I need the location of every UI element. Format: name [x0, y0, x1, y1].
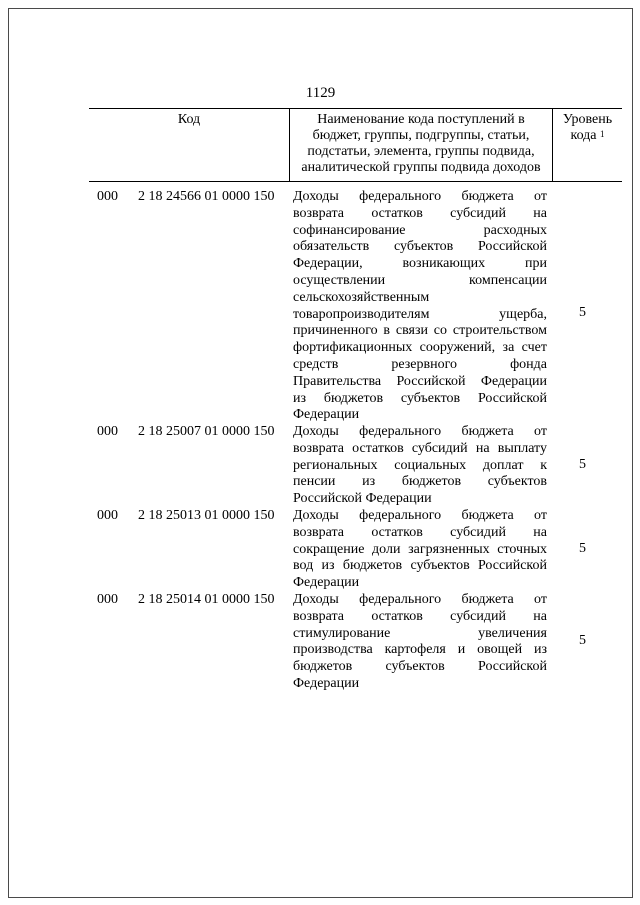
- row-number: 000: [97, 189, 118, 204]
- row-description-line: Федерации: [293, 675, 360, 691]
- row-description-line: сельскохозяйственным: [293, 289, 430, 305]
- row-description-line: возврата остатков субсидий на выплату: [293, 440, 547, 456]
- row-code: 2 18 25007 01 0000 150: [138, 424, 275, 439]
- row-description-line: Федерации: [293, 407, 360, 423]
- row-description-line: осуществлении компенсации: [293, 272, 547, 288]
- row-description-line: вод из бюджетов субъектов Российской: [293, 558, 547, 574]
- row-description-line: бюджетов субъектов Российской: [293, 659, 547, 675]
- header-level: [553, 109, 622, 181]
- header-name: [289, 109, 553, 181]
- row-level: 5: [579, 541, 586, 556]
- row-description-line: Доходы федерального бюджета от: [293, 424, 547, 439]
- row-description: [293, 592, 547, 693]
- row-description-line: средств резервного фонда: [293, 356, 547, 372]
- row-number: 000: [97, 592, 118, 607]
- row-description-line: пенсии из бюджетов субъектов: [293, 474, 547, 490]
- header-level-line: Уровень: [562, 112, 613, 127]
- row-description: [293, 424, 547, 508]
- row-description-line: возврата остатков субсидий на: [293, 608, 547, 624]
- row-description: [293, 189, 547, 424]
- row-description-line: из бюджетов субъектов Российской: [293, 390, 547, 406]
- row-level: 5: [579, 457, 586, 472]
- page-number: 1129: [305, 85, 336, 101]
- row-description-line: Доходы федерального бюджета от: [293, 592, 547, 607]
- row-description-line: Российской Федерации: [293, 491, 432, 507]
- row-description-line: причиненного в связи со строительством: [293, 323, 547, 339]
- header-level-line: [553, 128, 622, 144]
- row-code: 2 18 25014 01 0000 150: [138, 592, 275, 607]
- row-number: 000: [97, 508, 118, 523]
- row-description: [293, 508, 547, 592]
- header-level-word: кода: [570, 128, 597, 143]
- row-description-line: сокращение доли загрязненных сточных: [293, 541, 547, 557]
- header-name-line: Наименование кода поступлений в: [317, 112, 525, 127]
- row-level: 5: [579, 633, 586, 648]
- row-description-line: Доходы федерального бюджета от: [293, 189, 547, 204]
- footnote-marker: 1: [600, 129, 605, 139]
- row-code: 2 18 25013 01 0000 150: [138, 508, 275, 523]
- header-name-line: подстатьи, элемента, группы подвида,: [307, 144, 535, 159]
- row-description-line: Федерации: [293, 575, 360, 591]
- row-description-line: возврата остатков субсидий на: [293, 205, 547, 221]
- row-description-line: фортификационных сооружений, за счет: [293, 340, 547, 356]
- row-description-line: Доходы федерального бюджета от: [293, 508, 547, 523]
- header-name-line: бюджет, группы, подгруппы, статьи,: [312, 128, 530, 143]
- table-header: [89, 108, 622, 182]
- row-description-line: Федерации, возникающих при: [293, 256, 547, 272]
- row-level: 5: [579, 305, 586, 320]
- row-description-line: региональных социальных доплат к: [293, 457, 547, 473]
- row-description-line: товаропроизводителям ущерба,: [293, 306, 547, 322]
- row-description-line: производства картофеля и овощей из: [293, 642, 547, 658]
- header-code: Код: [177, 112, 201, 127]
- row-description-line: Правительства Российской Федерации: [293, 373, 547, 389]
- row-description-line: софинансирование расходных: [293, 222, 547, 238]
- row-description-line: стимулирование увеличения: [293, 625, 547, 641]
- row-description-line: обязательств субъектов Российской: [293, 239, 547, 255]
- document-page: [8, 8, 633, 898]
- row-description-line: возврата остатков субсидий на: [293, 524, 547, 540]
- row-number: 000: [97, 424, 118, 439]
- row-code: 2 18 24566 01 0000 150: [138, 189, 275, 204]
- header-name-line: аналитической группы подвида доходов: [301, 160, 541, 175]
